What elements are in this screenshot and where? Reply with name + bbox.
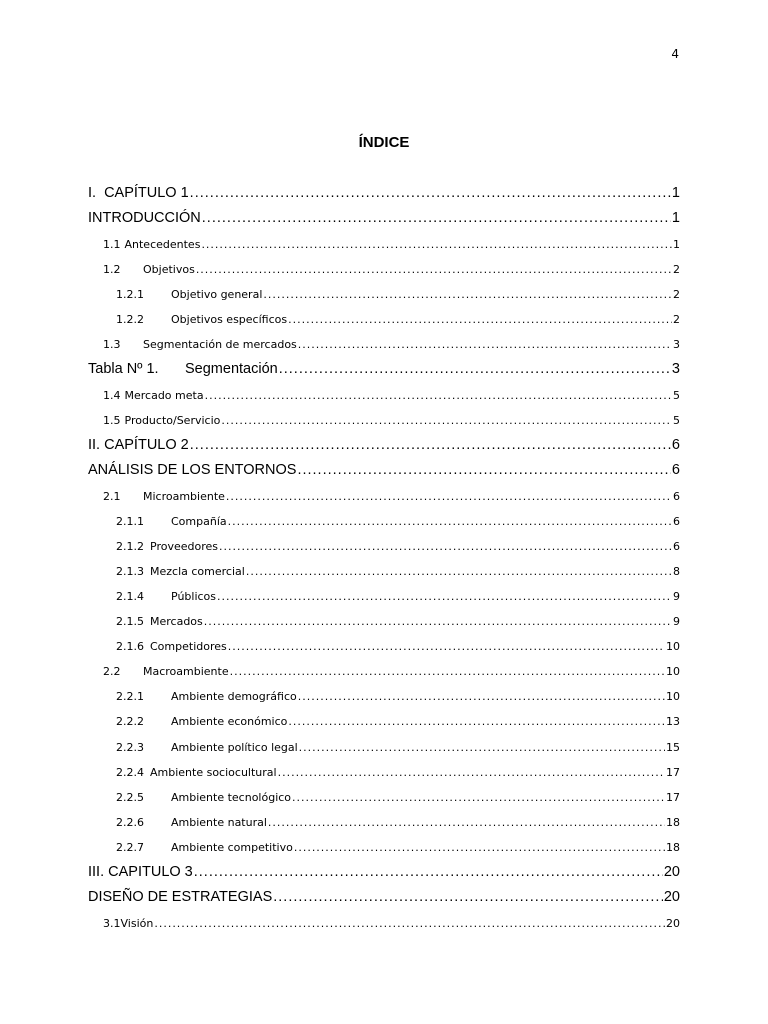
toc-entry-page: 20 [666,916,680,930]
dot-leader [298,332,672,357]
toc-entry[interactable] [88,684,680,709]
toc-entry-text: Compañía [171,514,227,528]
toc-entry-text: Mercado meta [124,388,204,402]
toc-entry[interactable] [88,257,680,282]
dot-leader [263,282,672,307]
toc-entry-number: 2.1.6 [116,640,144,654]
toc-entry-number: 2.1 [103,489,121,503]
toc-entry-label [88,885,272,910]
toc-entry-number: 1.3 [103,338,121,352]
toc-entry-page: 2 [673,262,680,276]
toc-entry-number: 1.2 [103,262,121,276]
toc-entry-number: 1.2.2 [116,313,144,327]
toc-entry-label [103,659,229,684]
dot-leader [221,408,672,433]
toc-entry-text: Ambiente económico [171,715,288,729]
toc-entry[interactable] [88,383,680,408]
toc-entry-label [103,383,204,408]
toc-entry[interactable] [88,860,680,885]
toc-entry-text: INTRODUCCIÓN [88,210,201,227]
toc-entry-text: III. CAPITULO 3 [88,864,193,881]
toc-entry[interactable] [88,885,680,910]
toc-entry-label [103,408,220,433]
toc-entry-text: Mercados [150,615,203,629]
dot-leader [154,911,665,936]
toc-entry-label [103,484,225,509]
toc-entry[interactable] [88,232,680,257]
toc-entry[interactable] [88,634,680,659]
toc-entry[interactable] [88,559,680,584]
dot-leader [204,609,672,634]
toc-entry-number: 2.1.3 [116,564,144,578]
dot-leader [279,357,671,382]
toc-entry-number: 2.2.3 [116,740,144,754]
toc-entry-text: DISEÑO DE ESTRATEGIAS [88,889,273,906]
toc-entry-text: Ambiente competitivo [171,840,293,854]
toc-entry-text: Segmentación [185,361,278,378]
toc-entry-page: 3 [671,361,680,378]
dot-leader [288,709,665,734]
toc-entry[interactable] [88,584,680,609]
toc-entry[interactable] [88,484,680,509]
toc-entry[interactable] [88,332,680,357]
dot-leader [288,307,672,332]
toc-entry-page: 8 [673,564,680,578]
dot-leader [202,206,671,231]
toc-entry-number: 2.2 [103,665,121,679]
toc-entry-label [116,534,218,559]
toc-entry-page: 18 [666,840,680,854]
toc-entry[interactable] [88,659,680,684]
dot-leader [273,885,663,910]
dot-leader [190,181,671,206]
toc-entry[interactable] [88,534,680,559]
toc-entry-text: Microambiente [143,489,225,503]
toc-entry-text: Objetivos [143,262,195,276]
toc-entry-page: 6 [671,462,680,479]
toc-entry-text: CAPÍTULO 1 [104,185,189,201]
toc-entry-page: 6 [673,514,680,528]
toc-entry-number: 1.4 [103,388,121,402]
toc-entry-number: 2.1.2 [116,539,144,553]
toc-entry-number: 1.1 [103,237,121,251]
toc-entry[interactable] [88,735,680,760]
toc-entry-number: 2.2.4 [116,765,144,779]
toc-entry-label [116,584,216,609]
toc-entry[interactable] [88,911,680,936]
toc-entry-text: Ambiente natural [171,815,267,829]
toc-entry-number: 2.2.1 [116,690,144,704]
toc-entry-text: Ambiente sociocultural [150,765,277,779]
toc-entry-page: 1 [671,210,680,227]
dot-leader [205,383,672,408]
page-number: 4 [671,47,679,61]
toc-entry-number: I. [88,185,97,201]
dot-leader [194,860,663,885]
dot-leader [246,559,672,584]
toc-entry-number: Tabla Nº 1. [88,361,159,378]
dot-leader [226,484,672,509]
dot-leader [230,659,665,684]
toc-entry-page: 20 [663,864,680,881]
toc-entry-page: 3 [673,338,680,352]
toc-entry-label [103,257,195,282]
toc-entry-text: Competidores [150,640,227,654]
toc-entry-page: 1 [671,185,680,201]
dot-leader [217,584,672,609]
dot-leader [297,458,670,483]
toc-entry-number: 2.2.6 [116,815,144,829]
dot-leader [190,433,671,458]
toc-entry-text: II. CAPÍTULO 2 [88,436,189,453]
toc-entry-label [103,332,297,357]
toc-entry-number: 1.5 [103,413,121,427]
toc-entry[interactable] [88,206,680,231]
toc-entry-page: 17 [666,765,680,779]
toc-entry-label [88,206,201,231]
toc-entry-page: 5 [673,388,680,402]
toc-entry-page: 1 [673,237,680,251]
toc-entry-text: Ambiente tecnológico [171,790,292,804]
toc-entry-label [116,609,203,634]
toc-entry-label [116,835,293,860]
dot-leader [294,835,665,860]
toc-entry-label [103,911,153,936]
toc-entry-page: 9 [673,589,680,603]
toc-entry-label [103,232,200,257]
toc-entry-number: 2.2.5 [116,790,144,804]
dot-leader [278,760,665,785]
toc-entry[interactable] [88,835,680,860]
toc-entry-number: 2.2.2 [116,715,144,729]
toc-entry-page: 6 [673,539,680,553]
toc-entry-page: 9 [673,615,680,629]
toc-entry-number: 2.1.1 [116,514,144,528]
toc-entry-text: Objetivo general [171,287,263,301]
toc-entry-page: 10 [666,690,680,704]
toc-entry-label [116,810,267,835]
toc-entry-label [88,458,296,483]
toc-entry-text: 3.1Visión [103,916,154,930]
toc-entry-label [88,860,193,885]
toc-entry-text: ANÁLISIS DE LOS ENTORNOS [88,462,297,479]
toc-entry-label [116,760,277,785]
toc-entry-page: 18 [666,815,680,829]
toc-entry-label [116,307,287,332]
toc-entry-text: Producto/Servicio [124,413,221,427]
toc-entry-text: Macroambiente [143,665,229,679]
toc-entry[interactable] [88,307,680,332]
toc-entry-page: 5 [673,413,680,427]
toc-entry-page: 10 [666,665,680,679]
dot-leader [196,257,672,282]
toc-entry[interactable] [88,760,680,785]
toc-entry-label [116,559,245,584]
toc-entry-text: Públicos [171,589,217,603]
toc-entry-number: 2.1.4 [116,589,144,603]
toc-entry-text: Proveedores [150,539,218,553]
dot-leader [298,684,665,709]
toc-entry[interactable] [88,433,680,458]
toc-entry[interactable] [88,458,680,483]
toc-entry-page: 13 [666,715,680,729]
toc-entry[interactable] [88,509,680,534]
toc-entry-text: Ambiente demográfico [171,690,297,704]
toc-entry-text: Objetivos específicos [171,313,288,327]
toc-entry-label [88,181,189,206]
toc-entry-label [116,785,291,810]
dot-leader [268,810,665,835]
table-of-contents [88,181,680,936]
toc-entry-page: 17 [666,790,680,804]
dot-leader [292,785,665,810]
toc-entry-page: 2 [673,287,680,301]
toc-entry-text: Mezcla comercial [150,564,245,578]
toc-entry-label [116,735,298,760]
toc-entry[interactable] [88,785,680,810]
toc-entry[interactable] [88,709,680,734]
toc-entry[interactable] [88,408,680,433]
toc-entry[interactable] [88,609,680,634]
toc-entry-page: 15 [666,740,680,754]
toc-entry-text: Ambiente político legal [171,740,298,754]
toc-entry[interactable] [88,282,680,307]
toc-entry-text: Segmentación de mercados [143,338,297,352]
toc-entry-page: 2 [673,313,680,327]
toc-entry-label [116,634,227,659]
toc-entry-label [116,282,262,307]
toc-title: ÍNDICE [358,134,410,151]
toc-entry-label [116,684,297,709]
toc-entry-page: 6 [671,436,680,453]
toc-entry-number: 2.2.7 [116,840,144,854]
toc-entry-page: 20 [663,889,680,906]
toc-entry[interactable] [88,357,680,382]
toc-entry-page: 10 [666,640,680,654]
toc-entry-text: Antecedentes [124,237,201,251]
toc-entry-label [88,433,189,458]
dot-leader [299,735,665,760]
dot-leader [228,634,665,659]
dot-leader [228,509,672,534]
dot-leader [201,232,672,257]
toc-entry-label [116,709,287,734]
toc-entry-number: 1.2.1 [116,287,144,301]
toc-entry-number: 2.1.5 [116,615,144,629]
toc-entry-label [116,509,227,534]
dot-leader [219,534,672,559]
toc-entry[interactable] [88,810,680,835]
toc-entry-label [88,357,278,382]
toc-entry[interactable] [88,181,680,206]
toc-entry-page: 6 [673,489,680,503]
